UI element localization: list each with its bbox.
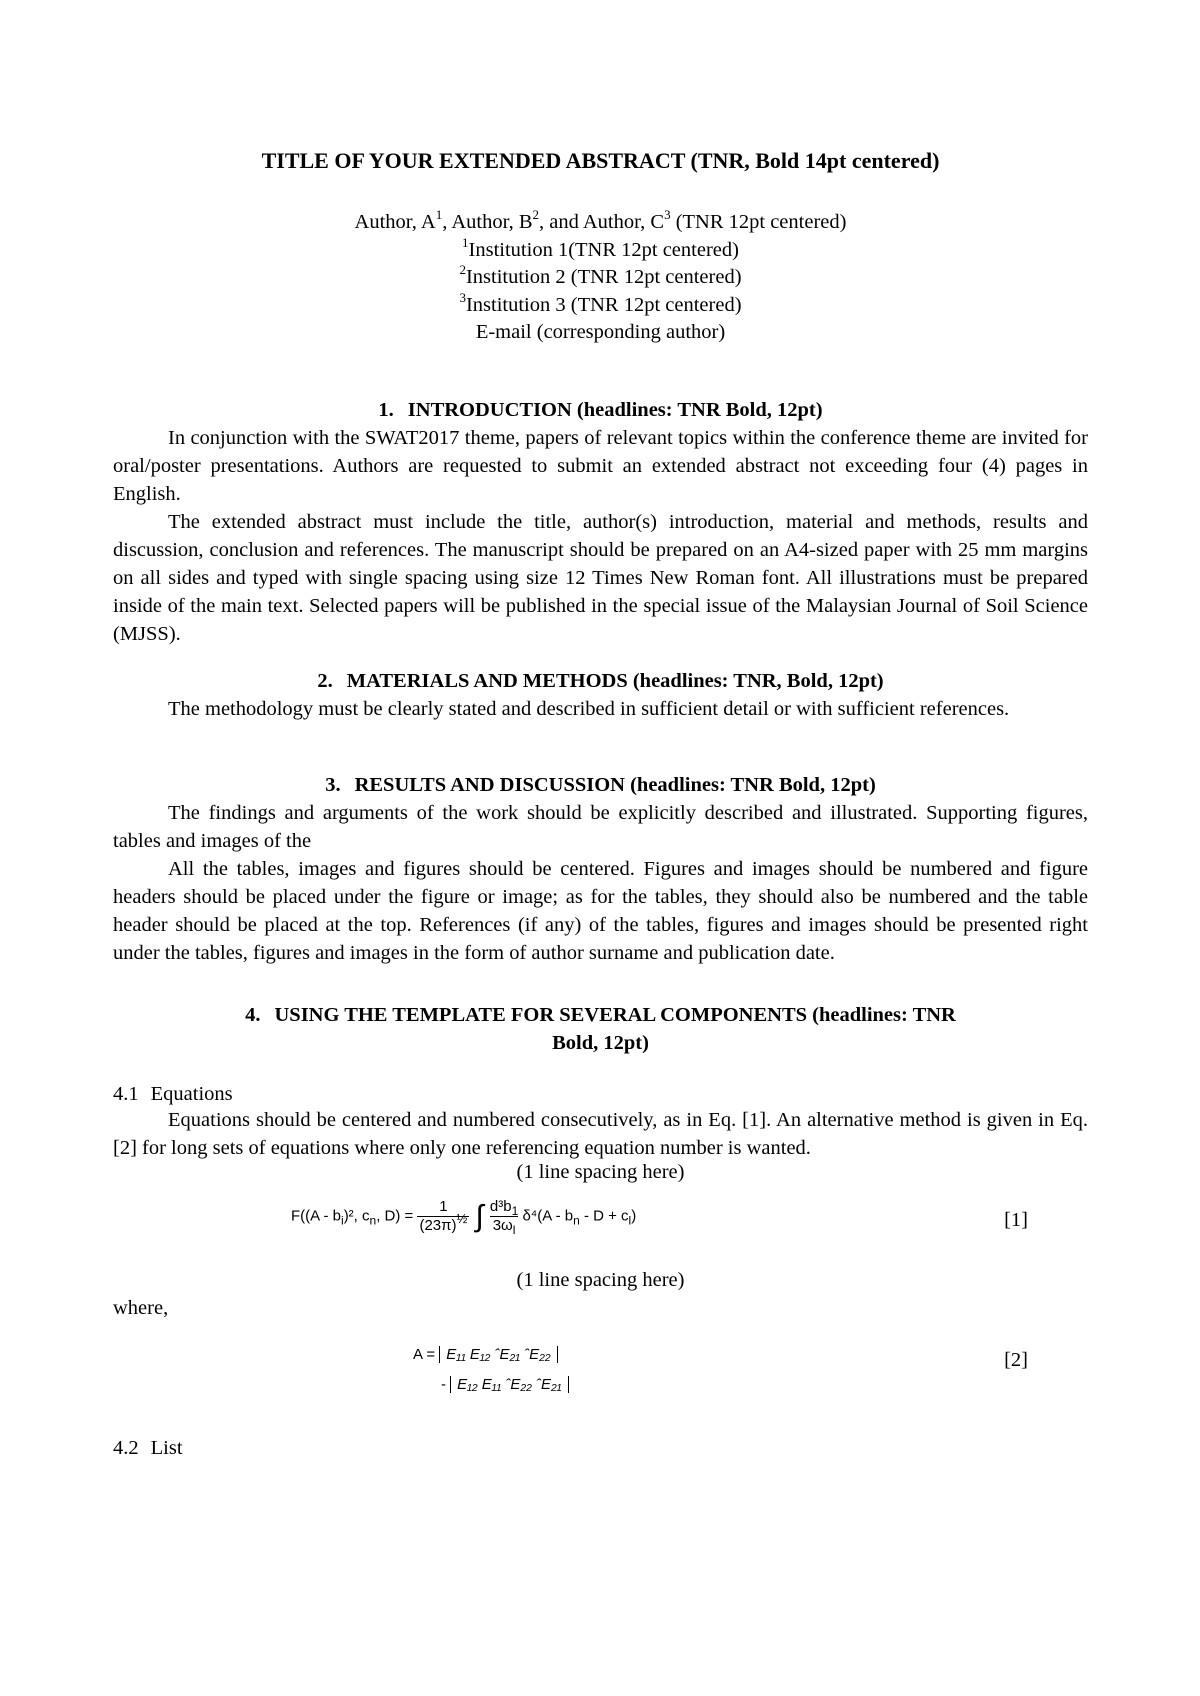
paragraph: In conjunction with the SWAT2017 theme, papers of relevant topics within the conference theme are invited for oral/poster presentations. Authors are requested to submit an extended abstract not exceeding four (4) pages in English. <box>113 427 1088 505</box>
paragraph: All the tables, images and figures should be centered. Figures and images should be numbered and figure headers should be placed under the figure or image; as for the tables, they should also be numbered and the table header should be placed at the top. References (if any) of the tables, figures and images should be presented right under the tables, figures and images in the form of author surname and publication date. <box>113 858 1088 964</box>
paragraph: Equations should be centered and numbered consecutively, as in Eq. [1]. An alternative method is given in Eq. [2] for long sets of equations where only one referencing equation number is wanted. <box>113 1109 1088 1159</box>
equation-2-formula: A = E₁₁ E₁₂ ˆE₂₁ ˆE₂₂ - E₁₂ E₁₁ ˆE₂₂ ˆE₂₁ <box>413 1340 569 1400</box>
equation-1 <box>113 1198 1088 1244</box>
equation-number: [2] <box>1004 1349 1028 1371</box>
section-heading-materials-methods: 2. MATERIALS AND METHODS (headlines: TNR, Bold, 12pt) <box>317 670 884 692</box>
institution-line: $^3$Institution 3 (TNR 12pt centered) <box>459 289 742 316</box>
section-heading-results-discussion: 3. RESULTS AND DISCUSSION (headlines: TNR Bold, 12pt) <box>325 774 876 796</box>
institution-line: $^1$Institution 1(TNR 12pt centered) <box>462 234 739 261</box>
paragraph: The extended abstract must include the title, author(s) introduction, material and methods, results and discussion, conclusion and references. The manuscript should be prepared on an A4-sized paper with 25 mm margins on all sides and typed with single spacing using size 12 Times New Roman font. All illustrations must be prepared inside of the main text. Selected papers will be published in the special issue of the Malaysian Journal of Soil Science (MJSS). <box>113 511 1088 645</box>
subsection-heading-equations: 4.1 Equations <box>113 1083 233 1105</box>
equation-2 <box>113 1340 1088 1404</box>
section-heading-using-template <box>113 1001 1088 1057</box>
section-heading-introduction: 1. INTRODUCTION (headlines: TNR Bold, 12pt) <box>378 399 823 421</box>
document-title: TITLE OF YOUR EXTENDED ABSTRACT (TNR, Bold 14pt centered) <box>261 148 940 173</box>
subsection-heading-list: 4.2 List <box>113 1437 183 1459</box>
email-line: E-mail (corresponding author) <box>475 321 726 343</box>
author-block <box>113 209 1088 347</box>
line-spacing-note: (1 line spacing here) <box>516 1269 685 1291</box>
where-label: where, <box>113 1297 169 1319</box>
integral-fraction: $\frac{d^3b_1}{3\omega_l}$ <box>489 1198 519 1237</box>
results-discussion-body <box>113 799 1088 967</box>
heading-line: 4. USING THE TEMPLATE FOR SEVERAL COMPONENTS (headlines: TNR <box>245 1004 956 1026</box>
heading-line: Bold, 12pt) <box>552 1032 649 1054</box>
fraction: $\frac{1}{(23\pi)^{\frac{1}{2}}}$ <box>419 1198 468 1234</box>
equations-body <box>113 1106 1088 1162</box>
materials-methods-body <box>113 695 1088 723</box>
institution-line: $^2$Institution 2 (TNR 12pt centered) <box>459 262 742 288</box>
line-spacing-note: (1 line spacing here) <box>516 1161 685 1183</box>
paragraph: The methodology must be clearly stated and described in sufficient detail or with sufficient references. <box>168 698 1010 720</box>
equation-1-formula: $F((A - b_i)^2$, $c_n$, D) = $\frac{1}{(23\pi)^{\frac{1}{2}}}$ ∫ $\frac{d^3b_1}{3\omega_l}$ $\delta^4(A - b_n - D + c_l)$ <box>291 1198 637 1237</box>
equation-number: [1] <box>1004 1209 1028 1231</box>
introduction-body <box>113 424 1088 648</box>
document-page <box>113 0 1088 1696</box>
paragraph: The findings and arguments of the work should be explicitly described and illustrated. Supporting figures, tables and images of the <box>113 802 1088 852</box>
author-line: Author, $A^1$, Author, $B^2$, and Author, $C^3$ (TNR 12pt centered) <box>354 207 847 233</box>
integral-icon: ∫ <box>475 1199 484 1233</box>
